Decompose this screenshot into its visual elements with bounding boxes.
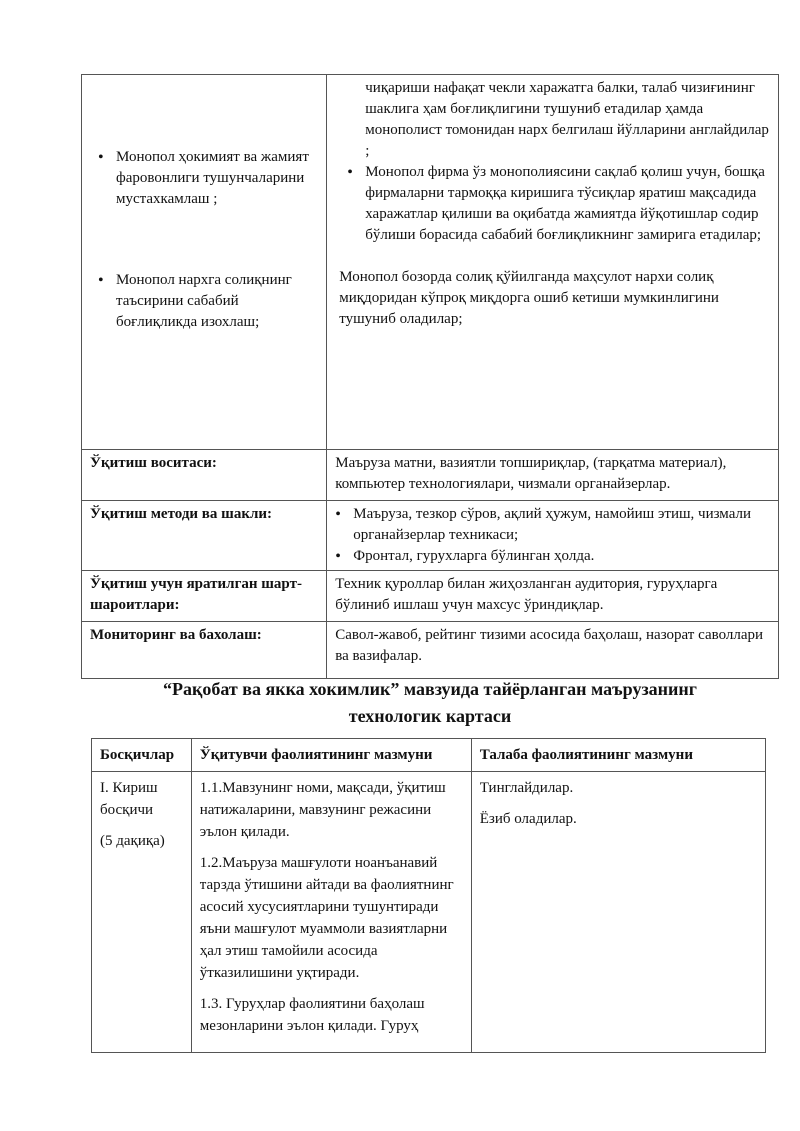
goals-right-list [339, 162, 770, 246]
goals-left-cell [82, 75, 327, 450]
list-item: • Монопол нархга солиқнинг таъсирини сабабий боғлиқликда изохлаш; [116, 270, 318, 333]
technology-map-table [91, 738, 766, 1053]
student-step: Тинглайдилар. [479, 780, 574, 796]
column-header: Босқичлар [92, 739, 192, 772]
row-value: Маъруза матни, вазиятли топшириқлар, (тарқатма материал), компьютер технологиялари, чизмали органайзерлар. [327, 450, 779, 501]
table-row [82, 622, 779, 679]
student-step: Ёзиб оладилар. [479, 811, 577, 827]
row-label: Ўқитиш воситаси: [82, 450, 327, 501]
table-header-row [92, 739, 766, 772]
stage-duration: (5 дақиқа) [100, 833, 165, 849]
row-value: Техник қуроллар билан жиҳозланган аудитория, гуруҳларга бўлиниб ишлаш учун махсус ўриндиқлар. [327, 571, 779, 622]
row-label: Ўқитиш учун яратилган шарт-шароитлари: [82, 571, 327, 622]
lesson-info-table [81, 74, 779, 679]
goals-left-list [90, 147, 318, 210]
list-item: • Маъруза, тезкор сўров, ақлий ҳужум, намойиш этиш, чизмали органайзерлар техникаси; [353, 504, 770, 546]
list-item: • Монопол ҳокимият ва жамият фаровонлиги тушунчаларини мустахкамлаш ; [116, 147, 318, 210]
title-line-1: “Рақобат ва якка хокимлик” мавзуида тайёрланган маърузанинг [163, 679, 697, 699]
table-row [92, 772, 766, 1053]
list-item: • Фронтал, гурухларга бўлинган ҳолда. [353, 546, 770, 567]
student-cell [471, 772, 765, 1053]
goal-tax-text: Монопол бозорда солиқ қўйилганда маҳсулот нархи солиқ миқдоридан кўпроқ миқдорга ошиб кетиши мумкинлигини тушуниб оладилар; [339, 269, 719, 327]
teacher-step: 1.2.Маъруза машғулоти ноанъанавий тарзда ўтишини айтади ва фаолиятнинг асосий хусусиятларини тушунтиради яъни машғулот муаммоли вазиятларни ҳал этиш тамойили асосида ўтказилишини уқтиради. [199, 855, 454, 981]
column-header: Ўқитувчи фаолиятининг мазмуни [191, 739, 471, 772]
goals-left-list-2 [90, 270, 318, 333]
row-value: Савол-жавоб, рейтинг тизими асосида баҳолаш, назорат саволлари ва вазифалар. [327, 622, 779, 679]
row-label: Мониторинг ва бахолаш: [82, 622, 327, 679]
page-title [80, 676, 780, 730]
stage-cell [92, 772, 192, 1053]
column-header: Талаба фаолиятининг мазмуни [471, 739, 765, 772]
goals-right-cell [327, 75, 779, 450]
row-value-bullets [327, 501, 779, 571]
methods-list [327, 504, 770, 567]
table-row [82, 450, 779, 501]
table-row [82, 571, 779, 622]
list-item: • Монопол фирма ўз монополиясини сақлаб қолиш учун, бошқа фирмаларни тармоққа киришига тўсиқлар яратиш мақсадида харажатлар қилиши ва оқибатда жамиятда йўқотишлар содир бўлиши борасида сабабий боғлиқликнинг замирига етадилар; [365, 162, 770, 246]
stage-name: I. Кириш босқичи [100, 780, 158, 818]
table-row [82, 75, 779, 450]
teacher-step: 1.3. Гуруҳлар фаолиятини баҳолаш мезонларини эълон қилади. Гуруҳ [199, 996, 425, 1034]
teacher-cell [191, 772, 471, 1053]
table-row [82, 501, 779, 571]
teacher-step: 1.1.Мавзунинг номи, мақсади, ўқитиш натижаларини, мавзунинг режасини эълон қилади. [199, 780, 446, 840]
row-label: Ўқитиш методи ва шакли: [82, 501, 327, 571]
title-line-2: технологик картаси [348, 706, 512, 726]
goal-continued-text: чиқариши нафақат чекли харажатга балки, талаб чизиғининг шаклига ҳам боғлиқлигини тушуниб етадилар ҳамда монополист томонидан нарх белгилаш йўлларини англайдилар ; [365, 80, 769, 159]
